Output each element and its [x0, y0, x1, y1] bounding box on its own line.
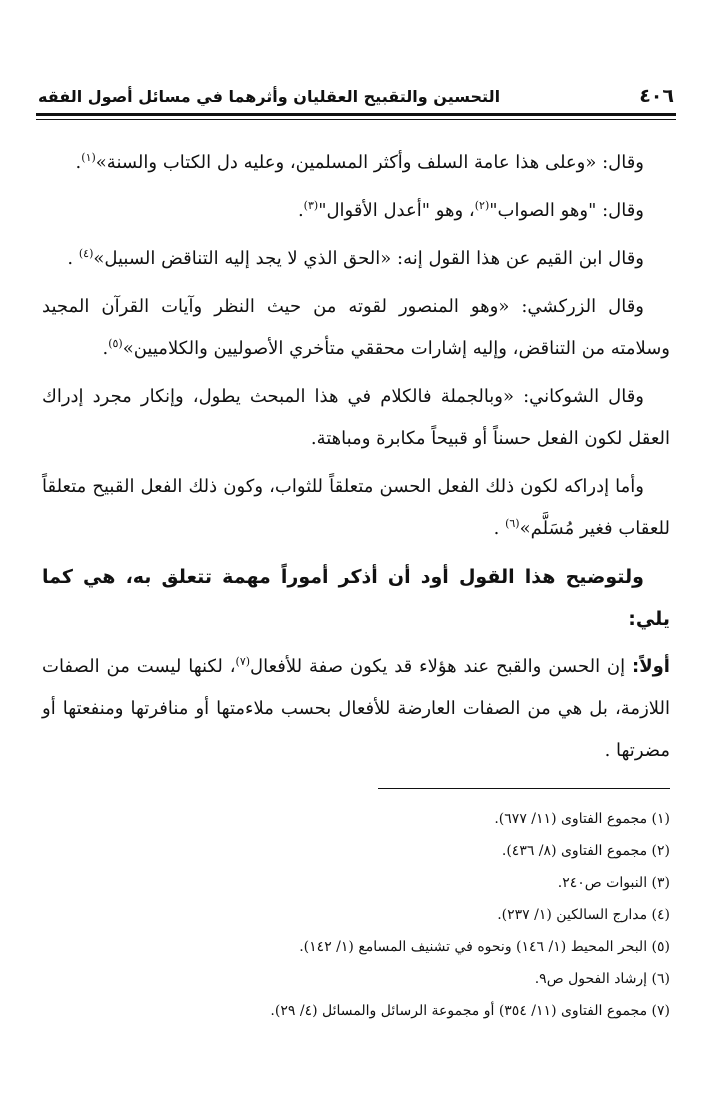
footnote-3: (٣) النبوات ص٢٤٠.: [557, 875, 670, 891]
point-one: أولاً: إن الحسن والقبح عند هؤلاء قد يكون صفة للأفعال$^{(٧)}$، لكنها ليست من الصفات اللازمة، بل هي من الصفات العارضة للأفعال بحسب ملاءمتها أو منافرتها ومنفعتها أو مضرتها .: [42, 655, 670, 761]
section-heading: ولتوضيح هذا القول أود أن أذكر أموراً مهمة تتعلق به، هي كما يلي:: [42, 566, 670, 630]
paragraph-3: وقال ابن القيم عن هذا القول إنه: «الحق الذي لا يجد إليه التناقض السبيل»$^{(٤)}$ .: [67, 247, 644, 269]
main-text: [42, 142, 670, 778]
footnote-ref: (٣): [303, 199, 319, 212]
paragraph-4: وقال الزركشي: «وهو المنصور لقوته من حيث النظر وآيات القرآن المجيد وسلامته من التناقض، وإليه إشارات محققي متأخري الأصوليين والكلاميين»$^{(٥)}$.: [42, 296, 670, 359]
header-rule: [36, 113, 676, 116]
footnote-ref: (٢): [474, 199, 490, 212]
footnote-7: (٧) مجموع الفتاوى (١١/ ٣٥٤) أو مجموعة الرسائل والمسائل (٤/ ٢٩).: [270, 1003, 670, 1019]
footnote-5: (٥) البحر المحيط (١/ ١٤٦) ونحوه في تشنيف المسامع (١/ ١٤٢).: [299, 939, 670, 955]
page-number: ٤٠٦: [639, 85, 674, 107]
running-title: التحسين والتقبيح العقليان وأثرهما في مسائل أصول الفقه: [38, 86, 501, 106]
footnote-ref: (٦): [505, 517, 520, 530]
footnote-2: (٢) مجموع الفتاوى (٨/ ٤٣٦).: [501, 843, 670, 859]
footnote-6: (٦) إرشاد الفحول ص٩.: [534, 971, 670, 987]
footnote-separator: [378, 788, 670, 789]
paragraph-1: وقال: «وعلى هذا عامة السلف وأكثر المسلمين، وعليه دل الكتاب والسنة»$^{(١)}$.: [75, 151, 644, 173]
footnote-1: (١) مجموع الفتاوى (١١/ ٦٧٧).: [494, 811, 670, 827]
footnotes-list: [42, 803, 670, 1027]
point-one-label: أولاً:: [632, 656, 670, 677]
footnote-ref: (٥): [108, 337, 123, 350]
running-header: [38, 80, 674, 112]
footnote-ref: (١): [81, 151, 96, 164]
paragraph-5: وقال الشوكاني: «وبالجملة فالكلام في هذا المبحث يطول، وإنكار مجرد إدراك العقل لكون الفعل حسناً أو قبيحاً مكابرة ومباهتة.: [42, 386, 670, 449]
footnote-ref: (٧): [235, 655, 251, 668]
footnote-4: (٤) مدارج السالكين (١/ ٢٣٧).: [497, 907, 670, 923]
footnote-ref: (٤): [78, 247, 94, 260]
paragraph-6: وأما إدراكه لكون ذلك الفعل الحسن متعلقاً للثواب، وكون ذلك الفعل القبيح متعلقاً للعقاب فغير مُسَلَّم»$^{(٦)}$ .: [42, 476, 670, 539]
paragraph-2: وقال: "وهو الصواب"$^{(٢)}$، وهو "أعدل الأقوال"$^{(٣)}$.: [297, 199, 644, 221]
header-rule-thin: [36, 119, 676, 120]
